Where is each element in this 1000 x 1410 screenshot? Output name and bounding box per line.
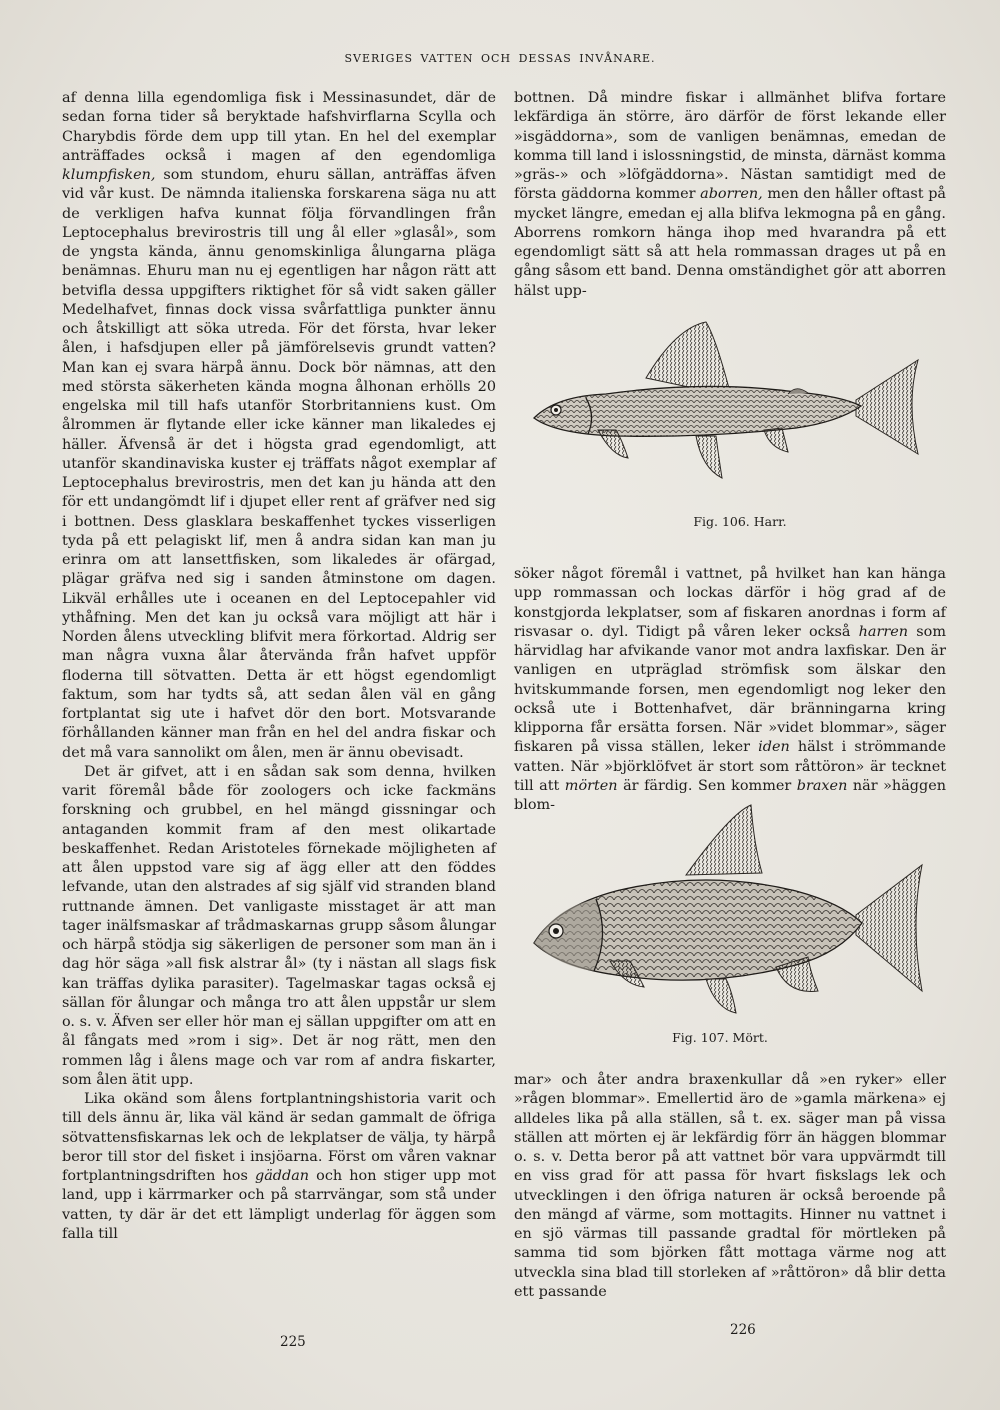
paragraph: söker något föremål i vattnet, på hvilket han kan hänga upp rommassan och lockas därför i hög grad af de konstgjorda lekplatser, som af fiskaren anordnas i form af risvasar o. dyl. Tidigt på våren leker också harren som härvidlag har afvikande vanor mot andra laxfiskar. Den är vanligen en utpräglad strömfisk som älskar den hvitskummande forsen, men egendomligt nog leker den också ute i Bottenhafvet, där bränningarna kring klipporna får ersätta forsen. När »videt blommar», säger fiskaren på vissa ställen, leker iden hälst i strömmande vatten. När »björklöfvet är stort som råttöron» är tecknet till att mörten är färdig. Sen kommer braxen när »häggen blom- — [514, 566, 946, 813]
paragraph: bottnen. Då mindre fiskar i allmänhet blifva fortare lekfärdiga än större, äro därför de först lekande eller »isgäddorna», som de vanligen benämnas, emedan de komma till land i islossningstid, de minsta, därnäst komma »gräs-» och »löfgäddorna». Nästan samtidigt med de första gäddorna kommer aborren, men den håller oftast på mycket längre, emedan ej alla blifva lekmogna på en gång. Aborrens romkorn hänga ihop med hvarandra på ett egendomligt sätt så att hela rommassan drages ut på en gång såsom ett band. Denna omständighet gör att aborren hälst upp- — [514, 90, 946, 299]
running-title: SVERIGES VATTEN OCH DESSAS INVÅNARE. — [344, 52, 656, 65]
right-page-text-bottom — [514, 1071, 946, 1302]
figure-caption-107: Fig. 107. Mört. — [672, 1030, 768, 1045]
right-page-text-middle — [514, 565, 946, 815]
roach-illustration — [526, 795, 936, 1035]
page-number-left: 225 — [280, 1334, 306, 1350]
grayling-illustration — [526, 318, 936, 514]
right-page-text-top — [514, 89, 946, 301]
figure-caption-106: Fig. 106. Harr. — [693, 514, 787, 529]
paragraph: af denna lilla egendomliga fisk i Messinasundet, där de sedan forna tider så beryktade hafshvirflarna Scylla och Charybdis förde dem upp till ytan. En hel del exemplar anträffades också i magen af den egendomliga klumpfisken, som stundom, ehuru sällan, anträffas äfven vid vår kust. De nämnda italienska forskarena säga nu att de verkligen hafva kunnat följa förvandlingen från Leptocephalus brevirostris till ung ål eller »glasål», som de yngsta kända, ännu genomskinliga ålungarna pläga benämnas. Ehuru man nu ej egentligen har någon rätt att betvifla dessa uppgifters riktighet för så vidt saken gäller Medelhafvet, finnas dock vissa svårfattliga punkter ännu och åtskilligt att söka utreda. För det första, hvar leker ålen, i hafsdjupen eller på jämförelsevis grundt vatten? Man kan ej svara härpå ännu. Dock bör nämnas, att den med största säkerheten kända mogna ålhonan erhölls 20 engelska mil till hafs utanför Storbritanniens kust. Om ålrommen är flytande eller icke känner man likaledes ej häller. Äfvenså är det i högsta grad egendomligt, att utanför skandinaviska kuster ej träffats något exemplar af Leptocephalus brevirostris, men det kan ju hända att den för ett undangömdt lif i djupet eller rent af gräfver ned sig i bottnen. Dess glasklara beskaffenhet tyckes visserligen tyda på ett pelagiskt lif, men å andra sidan kan man ju erinra om att lansettfisken, som likaledes är ofärgad, plägar gräfva ned sig i sanden åtminstone om dagen. Likväl erhålles ute i oceanen en del Leptocepahler vid ythåfning. Men det kan ju också vara möjligt att här i Norden ålens utveckling blifvit mera förkortad. Aldrig ser man några vuxna ålar återvända från hafvet uppför floderna till sötvatten. Detta är ett högst egendomligt faktum, som har tydts så, att sedan ålen väl en gång fortplantat sig ute i hafvet dör den bort. Motsvarande förhållanden känner man från en hel del andra fiskar och det må vara sannolikt om ålen, men är ännu obevisadt. — [62, 90, 496, 761]
page-number-right: 226 — [730, 1322, 756, 1338]
paragraph: Lika okänd som ålens fortplantningshistoria varit och till dels ännu är, lika väl känd är sedan gammalt de öfriga sötvattensfiskarnas lek och de lekplatser de välja, ty härpå beror till stor del fisket i insjöarna. Först om våren vaknar fortplantningsdriften hos gäddan och hon stiger upp mot land, upp i kärrmarker och på starrvängar, som stå under vatten, ty där är det ett lämpligt underlag för äggen som falla till — [62, 1091, 497, 1242]
paragraph: Det är gifvet, att i en sådan sak som denna, hvilken varit föremål både för zoologers och icke fackmäns forskning och grubbel, en hel mängd gissningar och antaganden kommit fram af den mest olikartade beskaffenhet. Redan Aristoteles förnekade möjligheten af att ålen uppstod vare sig af ägg eller att den föddes lefvande, utan den alstrades af sig själf vid stranden bland ruttnande ämnen. Det vanligaste misstaget är att man tager inälfsmaskar af trådmaskarnas grupp såsom ålungar och härpå stödja sig säkerligen de personer som man än i dag hör säga »all fisk alstrar ål» (ty i nästan all slags fisk kan träffas dylika parasiter). Tagelmaskar tagas också ej sällan för ålungar och många tro att ålen uppstår ur slem o. s. v. Äfven ser eller hör man ej sällan uppgifter om att en ål fångats med »rom i sig». Det är nog rätt, men den rommen låg i ålens mage och var rom af andra fiskarter, som ålen ätit upp. — [62, 763, 496, 1088]
paragraph: mar» och åter andra braxenkullar då »en ryker» eller »rågen blommar». Emellertid äro de »gamla märkena» ej alldeles lika på alla ställen, så t. ex. säger man på vissa ställen att mörten ej är lekfärdig förr än häggen blommar o. s. v. Detta beror på att vattnet bör vara uppvärmdt till en viss grad för att passa för hvart fiskslags lek och utvecklingen i den öfriga naturen är också beroende på den mängd af värme, som mottagits. Hinner nu vattnet i en sjö värmas till passande gradtal för mörtleken på samma tid som björken fått mottaga värme nog att utveckla sina blad till storleken af »råttöron» då blir detta ett passande — [514, 1072, 946, 1300]
left-page-text — [62, 89, 496, 1244]
